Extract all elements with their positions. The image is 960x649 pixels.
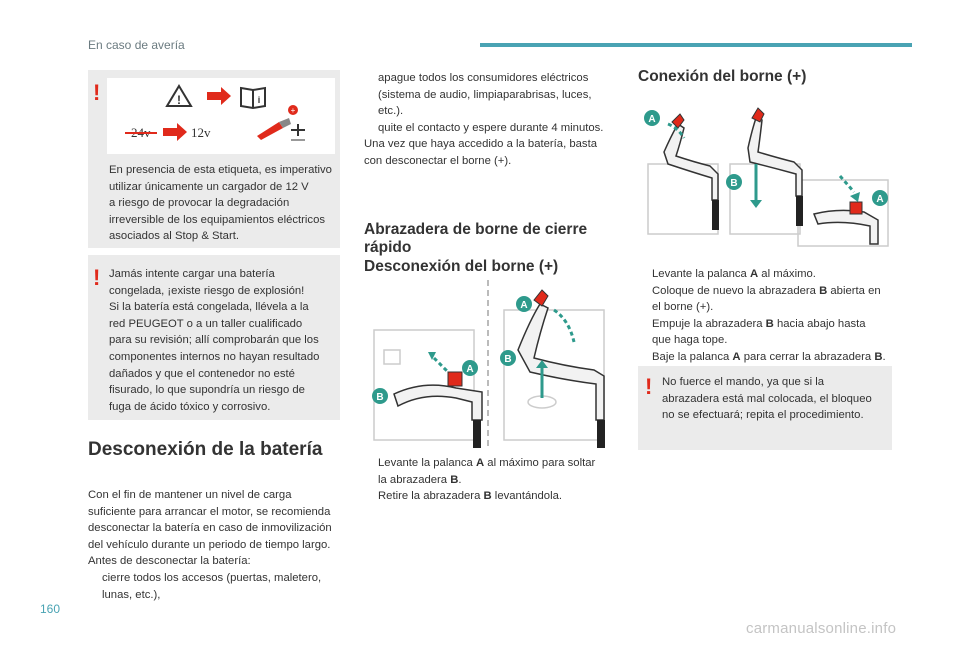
header-accent-bar bbox=[480, 43, 912, 47]
arrowhead-icon bbox=[750, 200, 762, 208]
bullet-item bbox=[638, 316, 886, 333]
svg-text:B: B bbox=[504, 354, 512, 365]
callout-b bbox=[726, 174, 742, 190]
bullet-item bbox=[638, 266, 886, 283]
bullet-item bbox=[638, 349, 886, 366]
force-warning-text bbox=[662, 374, 872, 424]
text-line: dañados y que el contenedor no esté bbox=[109, 367, 295, 380]
bullet-text: . bbox=[882, 350, 886, 363]
callout-a bbox=[872, 190, 888, 206]
bullet-text: hacia abajo hasta bbox=[773, 317, 866, 330]
label-24v-text: 24v bbox=[131, 125, 151, 140]
clamp-left bbox=[394, 372, 482, 448]
bullet-text: lunas, etc.), bbox=[102, 588, 161, 601]
disconnect-terminal-heading: Desconexión del borne (+) bbox=[364, 258, 559, 275]
clamp-step-3 bbox=[814, 202, 878, 244]
bullet-text: apague todos los consumidores eléctricos bbox=[378, 72, 589, 84]
bullet-text: (sistema de audio, limpiaparabrisas, luces, bbox=[378, 88, 592, 101]
disconnect-figure bbox=[364, 280, 614, 448]
callout-letter: A bbox=[732, 350, 741, 363]
callout-letter: B bbox=[765, 317, 774, 330]
svg-text:B: B bbox=[730, 178, 738, 189]
text-line: asociados al Stop & Start. bbox=[109, 230, 239, 243]
arrowhead-icon bbox=[850, 192, 860, 202]
text-line: componentes internos no hayan resultado bbox=[109, 350, 320, 363]
text-line: abrazadera está mal colocada, el bloqueo bbox=[662, 392, 872, 405]
bullet-item bbox=[364, 455, 595, 472]
callout-letter: A bbox=[749, 268, 759, 280]
text-line: Antes de desconectar la batería: bbox=[88, 555, 251, 568]
bullet-text: al máximo. bbox=[758, 268, 816, 280]
bullet-text: cierre todos los accesos (puertas, maletero, bbox=[102, 571, 322, 584]
charger-warning-text bbox=[109, 162, 332, 245]
svg-text:A: A bbox=[876, 194, 884, 205]
svg-text:B: B bbox=[376, 392, 384, 403]
section-heading-disconnect: Desconexión de la batería bbox=[88, 439, 323, 460]
text-line: para su revisión; allí comprobarán que los bbox=[109, 334, 319, 347]
text-line: desconectar la batería en caso de inmovilización bbox=[88, 522, 332, 535]
connect-steps bbox=[638, 266, 886, 366]
text-line: No fuerce el mando, ya que si la bbox=[662, 376, 825, 388]
clamp-heading bbox=[364, 221, 587, 257]
text-line: Una vez que haya accedido a la batería, basta bbox=[364, 138, 597, 151]
text-line: En presencia de esta etiqueta, es imperativo bbox=[109, 164, 332, 176]
bullet-text: etc.). bbox=[378, 105, 404, 118]
text-line: suficiente para arrancar el motor, se recomienda bbox=[88, 505, 331, 518]
bullet-text: Levante la palanca bbox=[652, 268, 750, 280]
connect-figure bbox=[638, 104, 892, 252]
text-line: Con el fin de mantener un nivel de carga bbox=[88, 489, 292, 501]
text-line: utilizar únicamente un cargador de 12 V bbox=[109, 180, 309, 193]
svg-text:!: ! bbox=[177, 93, 181, 107]
text-line: fuga de ácido tóxico y corrosivo. bbox=[109, 400, 271, 413]
bullet-item bbox=[364, 120, 603, 137]
clamp-right bbox=[518, 290, 605, 448]
bullet-text: Baje la palanca bbox=[652, 350, 733, 363]
bullet-text: Retire la abrazadera bbox=[378, 490, 484, 503]
svg-text:A: A bbox=[520, 300, 528, 311]
connect-terminal-heading: Conexión del borne (+) bbox=[638, 68, 807, 85]
text-line: red PEUGEOT o a un taller cualificado bbox=[109, 317, 303, 330]
disconnect-steps bbox=[364, 455, 595, 505]
bullet-text: para cerrar la abrazadera bbox=[740, 350, 875, 363]
text-line: no se efectuará; repita el procedimiento. bbox=[662, 409, 864, 422]
callout-b bbox=[372, 388, 388, 404]
clamp-step-1 bbox=[664, 114, 719, 230]
text-line: del vehículo durante un periodo de tiempo largo. bbox=[88, 538, 331, 551]
heading-line: rápido bbox=[364, 239, 412, 256]
disconnect-intro bbox=[88, 487, 332, 603]
callout-a bbox=[644, 110, 660, 126]
bullet-text: la abrazadera bbox=[378, 473, 451, 486]
callout-letter: A bbox=[475, 457, 485, 469]
bullet-item bbox=[364, 70, 603, 87]
callout-letter: B bbox=[450, 473, 459, 486]
bullet-text: levantándola. bbox=[491, 490, 563, 503]
warning-mark: ! bbox=[93, 80, 101, 105]
bullet-text: el borne (+). bbox=[652, 301, 714, 314]
bullet-continuation bbox=[364, 472, 595, 489]
section-title: En caso de avería bbox=[88, 38, 185, 52]
bullet-item bbox=[88, 570, 332, 587]
text-line: Jamás intente cargar una batería bbox=[109, 268, 275, 280]
svg-text:A: A bbox=[648, 114, 656, 125]
bullet-text: al máximo para soltar bbox=[484, 457, 596, 469]
svg-text:+: + bbox=[290, 106, 296, 115]
callout-letter: B bbox=[874, 350, 883, 363]
bullet-item bbox=[364, 488, 595, 505]
bullet-text: . bbox=[458, 473, 462, 486]
bullet-text: Levante la palanca bbox=[378, 457, 476, 469]
text-line: congelada, ¡existe riesgo de explosión! bbox=[109, 284, 305, 297]
callout-a bbox=[462, 360, 478, 376]
heading-line: Abrazadera de borne de cierre bbox=[364, 221, 588, 238]
text-line: Si la batería está congelada, llévela a la bbox=[109, 301, 309, 314]
page-number: 160 bbox=[40, 602, 61, 616]
bullet-item bbox=[638, 283, 886, 300]
bullet-text: quite el contacto y espere durante 4 minutos. bbox=[378, 121, 604, 134]
label-12v-text: 12v bbox=[191, 125, 211, 140]
bullet-text: Empuje la abrazadera bbox=[652, 317, 766, 330]
warning-mark: ! bbox=[93, 265, 101, 290]
bullet-text: Coloque de nuevo la abrazadera bbox=[652, 284, 820, 297]
text-line: a riesgo de provocar la degradación bbox=[109, 197, 290, 210]
text-line: fisurado, lo que supondría un riesgo de bbox=[109, 384, 305, 397]
watermark: carmanualsonline.info bbox=[746, 620, 897, 637]
charger-label-figure bbox=[107, 78, 335, 154]
bullet-text: que haga tope. bbox=[652, 334, 728, 347]
warning-mark: ! bbox=[645, 374, 653, 399]
callout-b bbox=[500, 350, 516, 366]
bullet-text: abierta en bbox=[827, 284, 881, 297]
text-line: irreversible de los equipamientos eléctricos bbox=[109, 213, 325, 226]
text-line: con desconectar el borne (+). bbox=[364, 154, 512, 167]
callout-a bbox=[516, 296, 532, 312]
frozen-battery-text bbox=[109, 266, 319, 415]
callout-letter: B bbox=[819, 284, 828, 297]
callout-letter: B bbox=[483, 490, 492, 503]
middle-steps bbox=[364, 70, 603, 170]
svg-text:A: A bbox=[466, 364, 474, 375]
svg-text:i: i bbox=[257, 95, 261, 105]
